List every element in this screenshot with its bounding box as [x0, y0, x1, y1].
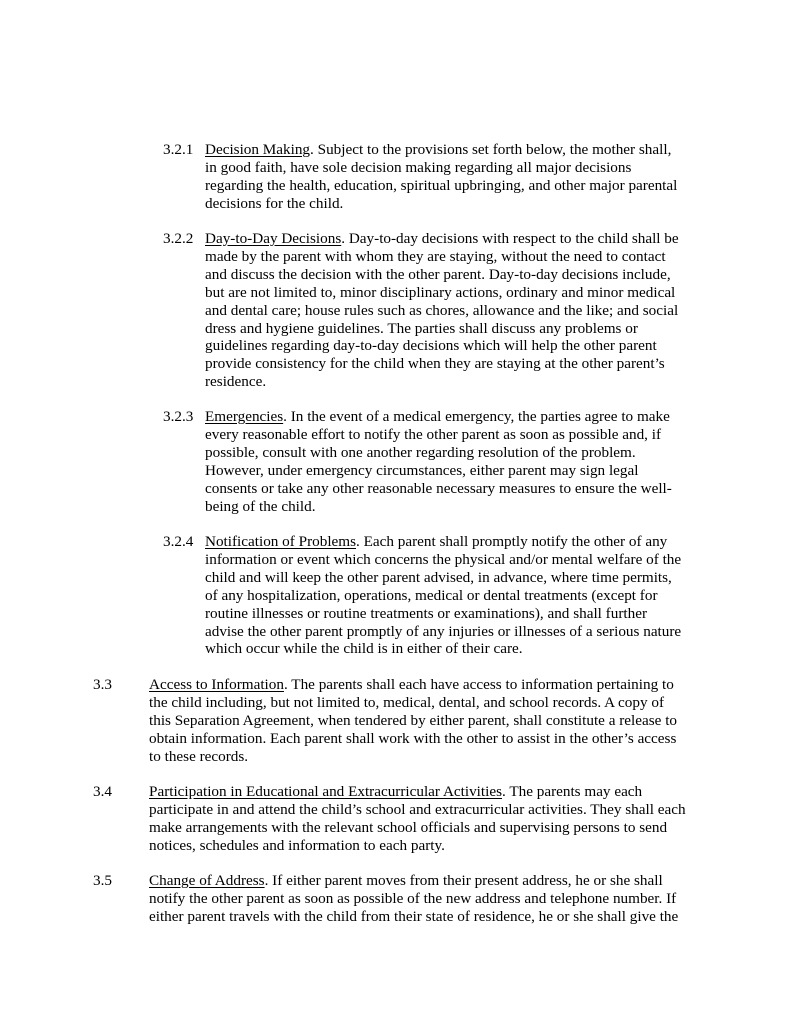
- section-number: 3.3: [93, 676, 112, 693]
- section-body: . In the event of a medical emergency, the parties agree to make every reasonable effort to notify the other parent as soon as possible and, if possible, consult with one another regarding resolution of the problem. However, under emergency circumstances, either parent may sign legal consents or take any other reasonable necessary measures to ensure the well- being of the child.: [205, 408, 672, 515]
- section-body: . If either parent moves from their present address, he or she shall notify the other parent as soon as possible of the new address and telephone number. If either parent travels with the child from their state of residence, he or she shall give the: [149, 872, 679, 925]
- section-3-5: [93, 872, 703, 926]
- section-3-2-2: [163, 230, 703, 391]
- section-heading: Participation in Educational and Extracurricular Activities: [149, 783, 502, 800]
- section-text: [205, 230, 703, 391]
- section-heading: Emergencies: [205, 408, 284, 425]
- section-heading: Decision Making: [205, 141, 311, 158]
- section-number: 3.2.3: [163, 408, 194, 425]
- section-number: 3.4: [93, 783, 112, 800]
- section-heading: Notification of Problems: [205, 533, 357, 550]
- section-text: [205, 408, 703, 515]
- section-3-2-4: [163, 533, 703, 658]
- section-body: . The parents may each participate in and attend the child’s school and extracurricular activities. They shall each make arrangements with the relevant school officials and supervising persons to send notices, schedules and information to each party.: [149, 783, 686, 854]
- section-text: [205, 533, 703, 658]
- section-body: . Each parent shall promptly notify the other of any information or event which concerns the physical and/or mental welfare of the child and will keep the other parent advised, in advance, where time permits, of any hospitalization, operations, medical or dental treatments (except for routine illnesses or routine treatments or examinations), and shall further advise the other parent promptly of any injuries or illnesses of a serious nature which occur while the child is in either of their care.: [205, 533, 682, 658]
- section-3-2-3: [163, 408, 703, 515]
- section-text: [149, 676, 703, 766]
- section-heading: Change of Address: [149, 872, 265, 889]
- section-3-3: [93, 676, 703, 766]
- section-number: 3.2.4: [163, 533, 194, 550]
- section-body: . Day-to-day decisions with respect to the child shall be made by the parent with whom they are staying, without the need to contact and discuss the decision with the other parent. Day-to-day decisions include, but are not limited to, minor disciplinary actions, ordinary and minor medical and dental care; house rules such as chores, allowance and the like; and social dress and hygiene guidelines. The parties shall discuss any problems or guidelines regarding day-to-day decisions which will help the other parent provide consistency for the child when they are staying at the other parent’s residence.: [205, 230, 679, 391]
- section-text: [149, 783, 703, 855]
- section-heading: Day-to-Day Decisions: [205, 230, 342, 247]
- section-number: 3.2.1: [163, 141, 194, 158]
- section-3-2-1: [163, 141, 703, 213]
- section-number: 3.2.2: [163, 230, 194, 247]
- section-3-4: [93, 783, 703, 855]
- section-heading: Access to Information: [149, 676, 284, 693]
- section-body: . Subject to the provisions set forth below, the mother shall, in good faith, have sole decision making regarding all major decisions regarding the health, education, spiritual upbringing, and other major parental decisions for the child.: [205, 141, 678, 212]
- section-body: . The parents shall each have access to information pertaining to the child including, but not limited to, medical, dental, and school records. A copy of this Separation Agreement, when tendered by either parent, shall constitute a release to obtain information. Each parent shall work with the other to assist in the other’s access to these records.: [149, 676, 678, 765]
- section-number: 3.5: [93, 872, 112, 889]
- section-text: [205, 141, 703, 213]
- section-text: [149, 872, 703, 926]
